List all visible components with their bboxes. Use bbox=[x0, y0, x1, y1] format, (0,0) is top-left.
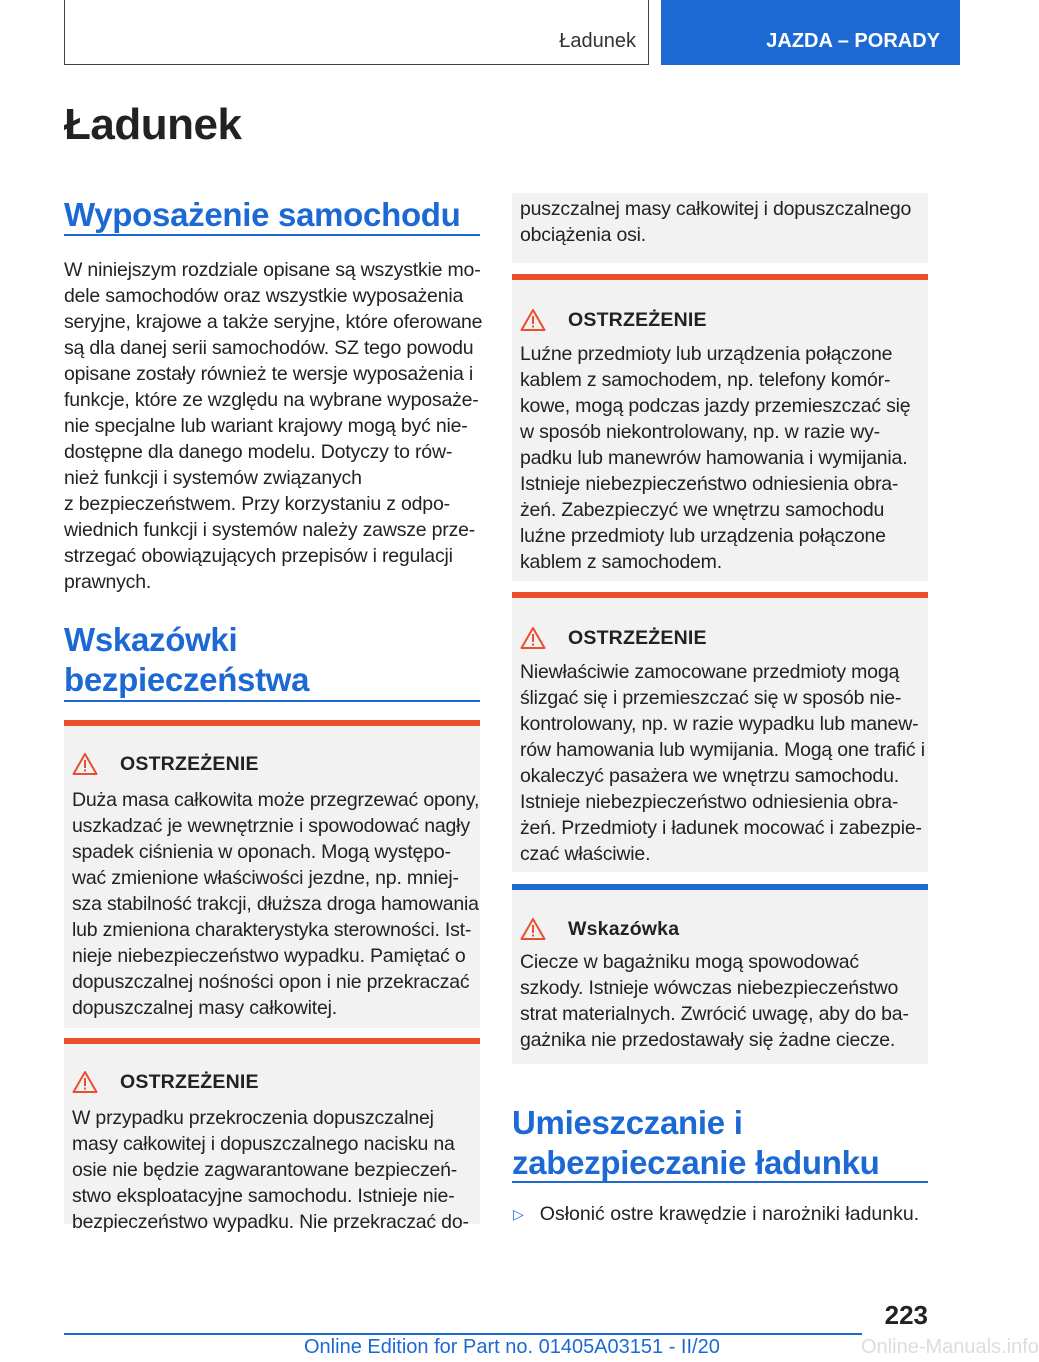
heading-placing-line-1: Umieszczanie i bbox=[512, 1104, 743, 1141]
footer-rule bbox=[64, 1333, 862, 1335]
warning-box-secured-objects bbox=[512, 592, 928, 872]
warning-text-line: ślizgać się i przemieszczać się w sposób nie‐ bbox=[520, 687, 902, 709]
heading-placing-line-2: zabezpieczanie ładunku bbox=[512, 1144, 880, 1181]
equipment-text-line: prawnych. bbox=[64, 571, 152, 593]
warning-text-line: padku lub manewrów hamowania i wymijania. bbox=[520, 447, 908, 469]
warning-text-line: nieje niebezpieczeństwo wypadku. Pamiętać o bbox=[72, 945, 466, 967]
note-header bbox=[520, 917, 679, 941]
warning-triangle-icon bbox=[520, 626, 546, 650]
warning-text-line: sza stabilność trakcji, dłuższa droga hamowania bbox=[72, 893, 479, 915]
warning-text-line: bezpieczeństwo wypadku. Nie przekraczać do‐ bbox=[72, 1211, 469, 1233]
bullet-item bbox=[513, 1203, 919, 1226]
header-section-label: Ładunek bbox=[559, 30, 636, 52]
bullet-text: Osłonić ostre krawędzie i narożniki ładunku. bbox=[539, 1203, 920, 1225]
warning-text-line: masy całkowitej i dopuszczalnego nacisku na bbox=[72, 1133, 455, 1155]
equipment-text-line: seryjne, krajowe a także seryjne, które oferowane bbox=[64, 311, 483, 333]
header-chapter-label: JAZDA – PORADY bbox=[766, 30, 940, 52]
equipment-text-line: opisane zostały również te wersje wyposażenia i bbox=[64, 363, 473, 385]
equipment-text-line: z bezpieczeństwem. Przy korzystaniu z odpo‐ bbox=[64, 493, 450, 515]
note-label: Wskazówka bbox=[568, 917, 680, 940]
note-box-liquids bbox=[512, 884, 928, 1064]
warning-text-line: okaleczyć pasażera we wnętrzu samochodu. bbox=[520, 765, 899, 787]
warning-header bbox=[72, 1070, 259, 1094]
warning-text-line: luźne przedmioty lub urządzenia połączone bbox=[520, 525, 886, 547]
equipment-text-line: są dla danej serii samochodów. SZ tego powodu bbox=[64, 337, 474, 359]
page-title: Ładunek bbox=[64, 100, 242, 149]
warning-text-line: Niewłaściwie zamocowane przedmioty mogą bbox=[520, 661, 900, 683]
heading-equipment: Wyposażenie samochodu bbox=[64, 196, 461, 233]
warning-label: OSTRZEŻENIE bbox=[568, 626, 707, 649]
warning-triangle-icon bbox=[520, 308, 546, 332]
warning-text-line: rów hamowania lub wymijania. Mogą one trafić i bbox=[520, 739, 925, 761]
warning-box-axle-load bbox=[64, 1038, 480, 1233]
warning-text bbox=[520, 341, 910, 575]
warning-text-line: żeń. Przedmioty i ładunek mocować i zabezpie‐ bbox=[520, 817, 922, 839]
warning-text-line: kablem z samochodem. bbox=[520, 551, 722, 573]
warning-text-line: w sposób niekontrolowany, np. w razie wy‐ bbox=[520, 421, 880, 443]
warning-label: OSTRZEŻENIE bbox=[120, 1070, 259, 1093]
warning-header bbox=[520, 308, 707, 332]
warning-triangle-icon bbox=[72, 752, 98, 776]
warning-text-line: puszczalnej masy całkowitej i dopuszczalnego bbox=[520, 198, 912, 220]
warning-text-line: dopuszczalnej nośności opon i nie przekraczać bbox=[72, 971, 470, 993]
warning-text-line: obciążenia osi. bbox=[520, 224, 646, 246]
note-text-line: strat materialnych. Zwrócić uwagę, aby do ba‐ bbox=[520, 1003, 909, 1025]
warning-text-line: osie nie będzie zagwarantowane bezpieczeń‐ bbox=[72, 1159, 458, 1181]
warning-text bbox=[72, 1105, 469, 1235]
equipment-text-line: W niniejszym rozdziale opisane są wszystkie mo‐ bbox=[64, 259, 481, 281]
warning-header bbox=[72, 752, 259, 776]
warning-text-line: wać zmienione właściwości jezdne, np. mniej‐ bbox=[72, 867, 459, 889]
note-text-line: gażnika nie przedostawały się żadne ciecze. bbox=[520, 1029, 896, 1051]
header-chapter-tab[interactable] bbox=[661, 0, 960, 65]
note-text bbox=[520, 949, 909, 1053]
heading-placing-securing bbox=[512, 1103, 928, 1183]
header-section-box bbox=[64, 0, 649, 65]
note-triangle-icon bbox=[520, 917, 546, 941]
warning-text-line: czać właściwie. bbox=[520, 843, 651, 865]
bullet-triangle-icon: ▷ bbox=[513, 1206, 524, 1222]
warning-label: OSTRZEŻENIE bbox=[120, 752, 259, 775]
equipment-text-line: strzegać obowiązujących przepisów i regulacji bbox=[64, 545, 453, 567]
warning-text-line: spadek ciśnienia w oponach. Mogą występo‐ bbox=[72, 841, 451, 863]
heading-safety-line-1: Wskazówki bbox=[64, 621, 238, 658]
heading-underline bbox=[64, 234, 480, 236]
page-number: 223 bbox=[884, 1300, 928, 1330]
warning-text bbox=[520, 196, 911, 248]
warning-text-line: stwo eksploatacyjne samochodu. Istnieje nie‐ bbox=[72, 1185, 455, 1207]
warning-box-axle-load-continued bbox=[512, 193, 928, 263]
warning-text-line: dopuszczalnej masy całkowitej. bbox=[72, 997, 337, 1019]
warning-text-line: Istnieje niebezpieczeństwo odniesienia obra‐ bbox=[520, 791, 899, 813]
warning-box-loose-objects bbox=[512, 274, 928, 581]
footer-edition: Online Edition for Part no. 01405A03151 - II/20 bbox=[304, 1336, 720, 1358]
equipment-text-line: wiednich funkcji i systemów należy zawsze prze‐ bbox=[64, 519, 476, 541]
warning-text-line: W przypadku przekroczenia dopuszczalnej bbox=[72, 1107, 434, 1129]
equipment-text-line: nież funkcji i systemów związanych bbox=[64, 467, 362, 489]
warning-text-line: żeń. Zabezpieczyć we wnętrzu samochodu bbox=[520, 499, 885, 521]
equipment-text-line: nie specjalne lub wariant krajowy mogą być nie‐ bbox=[64, 415, 468, 437]
heading-safety bbox=[64, 620, 480, 700]
warning-text-line: Istnieje niebezpieczeństwo odniesienia obra‐ bbox=[520, 473, 899, 495]
heading-underline bbox=[512, 1181, 928, 1183]
warning-box-tyres bbox=[64, 720, 480, 1028]
warning-label: OSTRZEŻENIE bbox=[568, 308, 707, 331]
heading-underline bbox=[64, 700, 480, 702]
warning-text-line: Luźne przedmioty lub urządzenia połączone bbox=[520, 343, 893, 365]
warning-triangle-icon bbox=[72, 1070, 98, 1094]
equipment-text-line: dele samochodów oraz wszystkie wyposażenia bbox=[64, 285, 464, 307]
warning-text-line: lub zmieniona charakterystyka sterowności. Ist‐ bbox=[72, 919, 472, 941]
equipment-text-line: dostępne dla danego modelu. Dotyczy to rów‐ bbox=[64, 441, 453, 463]
equipment-paragraph bbox=[64, 257, 483, 595]
warning-text-line: kablem z samochodem, np. telefony komór‐ bbox=[520, 369, 891, 391]
warning-text-line: Duża masa całkowita może przegrzewać opony, bbox=[72, 789, 480, 811]
warning-header bbox=[520, 626, 707, 650]
warning-text-line: kowe, mogą podczas jazdy przemieszczać się bbox=[520, 395, 911, 417]
warning-text bbox=[72, 787, 479, 1021]
equipment-text-line: funkcje, które ze względu na wybrane wyposaże‐ bbox=[64, 389, 479, 411]
note-text-line: szkody. Istnieje wówczas niebezpieczeństwo bbox=[520, 977, 899, 999]
note-text-line: Ciecze w bagażniku mogą spowodować bbox=[520, 951, 859, 973]
warning-text-line: kontrolowany, np. w razie wypadku lub manew‐ bbox=[520, 713, 919, 735]
footer-brand-watermark: Online-Manuals.info bbox=[861, 1336, 1039, 1358]
warning-text bbox=[520, 659, 925, 867]
warning-text-line: uszkadzać je wewnętrznie i spowodować nagły bbox=[72, 815, 470, 837]
heading-safety-line-2: bezpieczeństwa bbox=[64, 661, 310, 698]
